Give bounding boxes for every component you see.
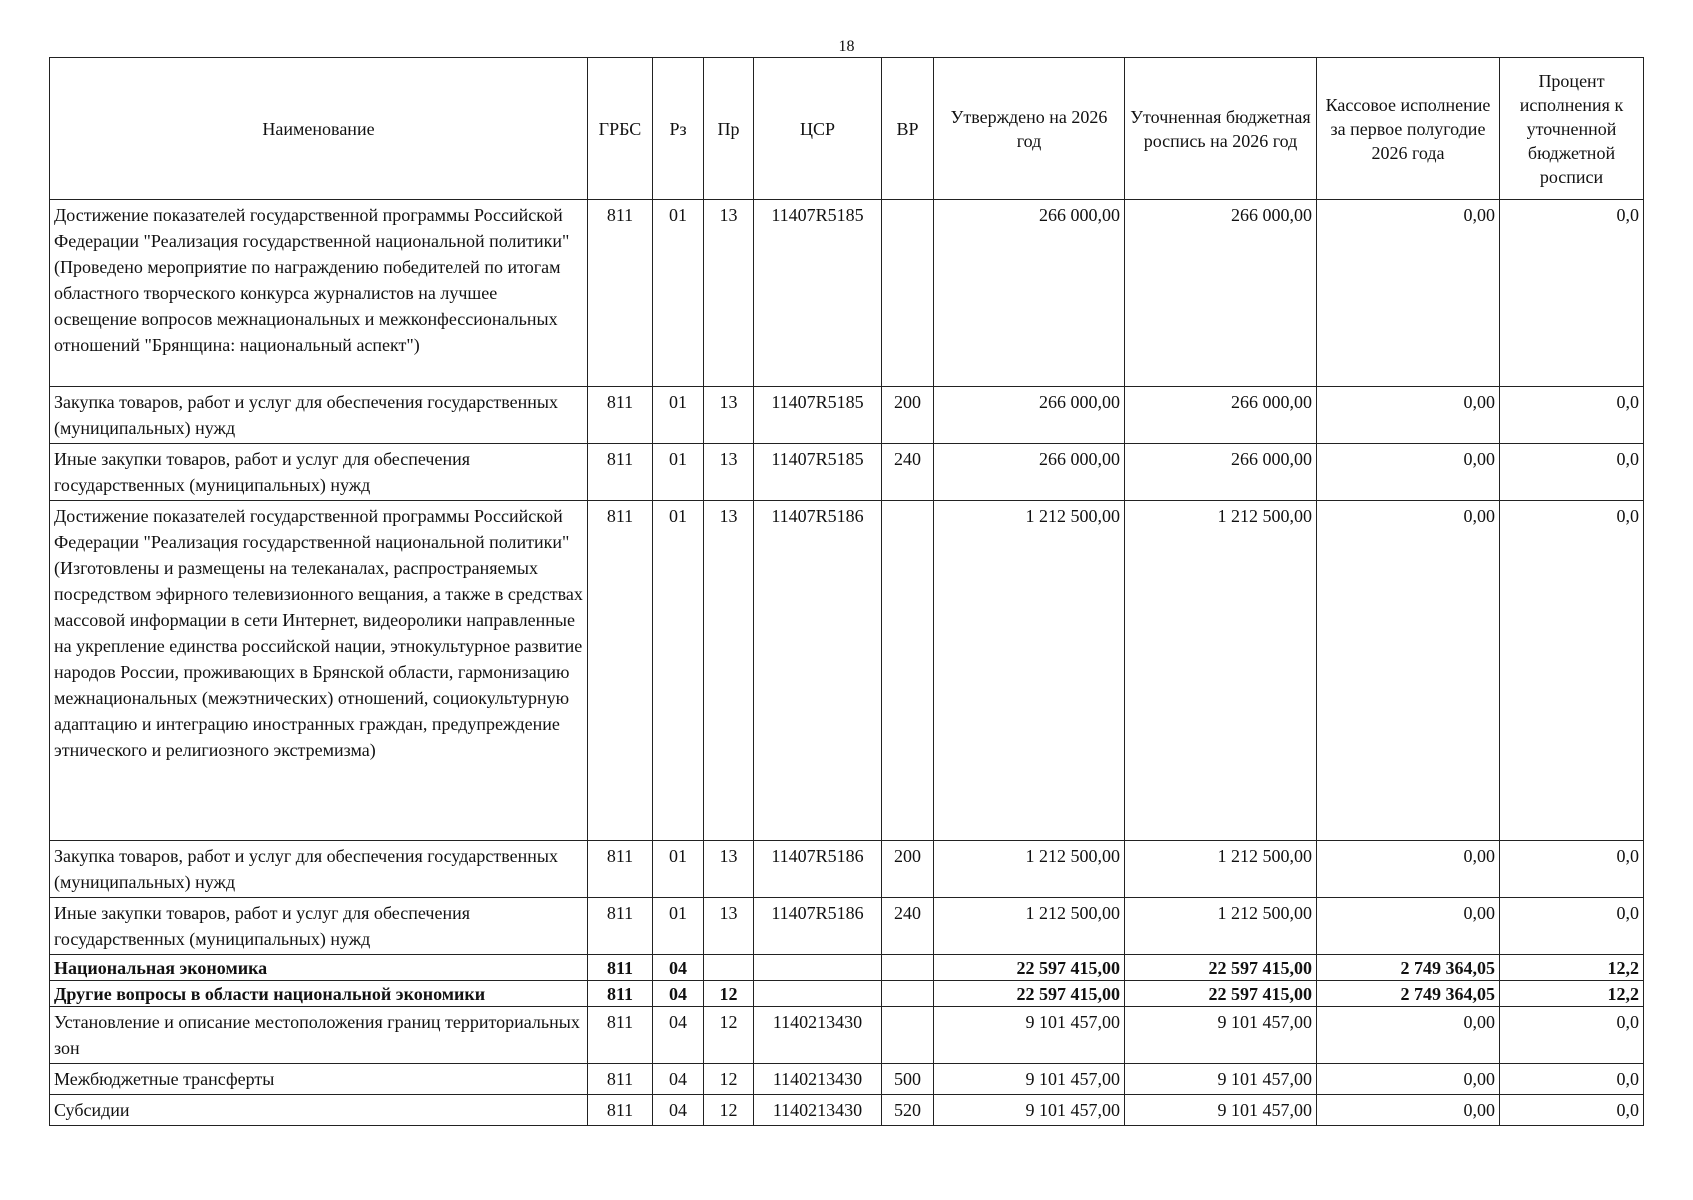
cell-refined: 1 212 500,00 (1125, 841, 1317, 898)
table-row (50, 981, 1644, 1007)
cell-name: Закупка товаров, работ и услуг для обеспечения государственных (муниципальных) нужд (50, 387, 588, 444)
cell-approved: 1 212 500,00 (934, 841, 1125, 898)
cell-pr: 12 (704, 1095, 754, 1126)
cell-pr (704, 955, 754, 981)
cell-rz: 01 (653, 387, 704, 444)
cell-cash: 0,00 (1317, 1007, 1500, 1064)
cell-cash: 0,00 (1317, 501, 1500, 841)
cell-cash: 0,00 (1317, 444, 1500, 501)
cell-vr: 200 (882, 387, 934, 444)
cell-grbs: 811 (588, 841, 653, 898)
cell-rz: 01 (653, 841, 704, 898)
cell-percent: 0,0 (1500, 1064, 1644, 1095)
table-row (50, 501, 1644, 841)
cell-grbs: 811 (588, 501, 653, 841)
cell-refined: 9 101 457,00 (1125, 1064, 1317, 1095)
cell-approved: 9 101 457,00 (934, 1095, 1125, 1126)
cell-percent: 0,0 (1500, 898, 1644, 955)
cell-csr (754, 981, 882, 1007)
table-row (50, 1095, 1644, 1126)
cell-grbs: 811 (588, 1095, 653, 1126)
cell-refined: 266 000,00 (1125, 200, 1317, 387)
cell-refined: 9 101 457,00 (1125, 1095, 1317, 1126)
cell-grbs: 811 (588, 981, 653, 1007)
cell-name: Закупка товаров, работ и услуг для обеспечения государственных (муниципальных) нужд (50, 841, 588, 898)
cell-vr: 200 (882, 841, 934, 898)
table-row (50, 1064, 1644, 1095)
header-approved: Утверждено на 2026 год (934, 58, 1125, 200)
cell-grbs: 811 (588, 1064, 653, 1095)
header-percent: Процент исполнения к уточненной бюджетной росписи (1500, 58, 1644, 200)
cell-cash: 2 749 364,05 (1317, 981, 1500, 1007)
cell-pr: 13 (704, 200, 754, 387)
cell-percent: 0,0 (1500, 1095, 1644, 1126)
cell-rz: 04 (653, 955, 704, 981)
table-row (50, 841, 1644, 898)
cell-pr: 13 (704, 841, 754, 898)
cell-approved: 22 597 415,00 (934, 955, 1125, 981)
header-pr: Пр (704, 58, 754, 200)
cell-name: Иные закупки товаров, работ и услуг для обеспечения государственных (муниципальных) нужд (50, 898, 588, 955)
cell-refined: 22 597 415,00 (1125, 981, 1317, 1007)
table-row (50, 1007, 1644, 1064)
cell-name: Межбюджетные трансферты (50, 1064, 588, 1095)
cell-cash: 0,00 (1317, 1095, 1500, 1126)
cell-percent: 0,0 (1500, 841, 1644, 898)
cell-refined: 1 212 500,00 (1125, 898, 1317, 955)
cell-pr: 13 (704, 501, 754, 841)
cell-rz: 01 (653, 200, 704, 387)
budget-table (49, 57, 1644, 1126)
header-cash: Кассовое исполнение за первое полугодие 2026 года (1317, 58, 1500, 200)
cell-pr: 12 (704, 1064, 754, 1095)
cell-approved: 266 000,00 (934, 200, 1125, 387)
cell-approved: 1 212 500,00 (934, 501, 1125, 841)
cell-percent: 0,0 (1500, 444, 1644, 501)
cell-name: Достижение показателей государственной программы Российской Федерации "Реализация государственной национальной политики" (Проведено мероприятие по награждению победителей по итогам областного творческого конкурса журналистов на лучшее освещение вопросов межнациональных и межконфессиональных отношений "Брянщина: национальный аспект") (50, 200, 588, 387)
cell-percent: 12,2 (1500, 955, 1644, 981)
cell-approved: 9 101 457,00 (934, 1064, 1125, 1095)
cell-vr: 520 (882, 1095, 934, 1126)
cell-name: Другие вопросы в области национальной экономики (50, 981, 588, 1007)
cell-vr (882, 981, 934, 1007)
cell-pr: 12 (704, 1007, 754, 1064)
cell-grbs: 811 (588, 387, 653, 444)
cell-cash: 0,00 (1317, 387, 1500, 444)
cell-csr: 11407R5185 (754, 387, 882, 444)
cell-grbs: 811 (588, 898, 653, 955)
cell-csr: 1140213430 (754, 1095, 882, 1126)
cell-refined: 9 101 457,00 (1125, 1007, 1317, 1064)
cell-rz: 01 (653, 444, 704, 501)
cell-rz: 01 (653, 501, 704, 841)
cell-csr: 1140213430 (754, 1064, 882, 1095)
cell-percent: 0,0 (1500, 501, 1644, 841)
cell-cash: 2 749 364,05 (1317, 955, 1500, 981)
header-name: Наименование (50, 58, 588, 200)
header-vr: ВР (882, 58, 934, 200)
cell-csr: 11407R5186 (754, 841, 882, 898)
cell-pr: 12 (704, 981, 754, 1007)
cell-grbs: 811 (588, 955, 653, 981)
cell-refined: 266 000,00 (1125, 444, 1317, 501)
cell-approved: 1 212 500,00 (934, 898, 1125, 955)
cell-csr: 1140213430 (754, 1007, 882, 1064)
cell-grbs: 811 (588, 444, 653, 501)
cell-name: Иные закупки товаров, работ и услуг для обеспечения государственных (муниципальных) нужд (50, 444, 588, 501)
cell-name: Субсидии (50, 1095, 588, 1126)
table-row (50, 898, 1644, 955)
cell-vr (882, 955, 934, 981)
table-row (50, 955, 1644, 981)
cell-approved: 22 597 415,00 (934, 981, 1125, 1007)
cell-vr (882, 1007, 934, 1064)
cell-cash: 0,00 (1317, 841, 1500, 898)
cell-vr: 240 (882, 898, 934, 955)
header-refined: Уточненная бюджетная роспись на 2026 год (1125, 58, 1317, 200)
cell-vr: 500 (882, 1064, 934, 1095)
cell-csr: 11407R5185 (754, 444, 882, 501)
cell-approved: 9 101 457,00 (934, 1007, 1125, 1064)
cell-cash: 0,00 (1317, 898, 1500, 955)
cell-vr (882, 200, 934, 387)
cell-percent: 0,0 (1500, 200, 1644, 387)
cell-grbs: 811 (588, 200, 653, 387)
cell-rz: 04 (653, 1095, 704, 1126)
cell-percent: 0,0 (1500, 1007, 1644, 1064)
cell-csr: 11407R5186 (754, 898, 882, 955)
cell-cash: 0,00 (1317, 200, 1500, 387)
cell-rz: 04 (653, 981, 704, 1007)
cell-name: Установление и описание местоположения границ территориальных зон (50, 1007, 588, 1064)
cell-pr: 13 (704, 444, 754, 501)
table-row (50, 444, 1644, 501)
cell-csr: 11407R5185 (754, 200, 882, 387)
cell-rz: 01 (653, 898, 704, 955)
cell-percent: 0,0 (1500, 387, 1644, 444)
cell-name: Национальная экономика (50, 955, 588, 981)
page-number: 18 (838, 38, 855, 55)
cell-refined: 1 212 500,00 (1125, 501, 1317, 841)
header-grbs: ГРБС (588, 58, 653, 200)
cell-approved: 266 000,00 (934, 444, 1125, 501)
cell-cash: 0,00 (1317, 1064, 1500, 1095)
cell-rz: 04 (653, 1007, 704, 1064)
cell-refined: 266 000,00 (1125, 387, 1317, 444)
cell-rz: 04 (653, 1064, 704, 1095)
cell-csr: 11407R5186 (754, 501, 882, 841)
cell-pr: 13 (704, 387, 754, 444)
cell-pr: 13 (704, 898, 754, 955)
cell-csr (754, 955, 882, 981)
cell-percent: 12,2 (1500, 981, 1644, 1007)
cell-vr: 240 (882, 444, 934, 501)
cell-name: Достижение показателей государственной программы Российской Федерации "Реализация государственной национальной политики" (Изготовлены и размещены на телеканалах, распространяемых посредством эфирного телевизионного вещания, а также в средствах массовой информации в сети Интернет, видеоролики направленные на укрепление единства российской нации, этнокультурное развитие народов России, проживающих в Брянской области, гармонизацию межнациональных (межэтнических) отношений, социокультурную адаптацию и интеграцию иностранных граждан, предупреждение этнического и религиозного экстремизма) (50, 501, 588, 841)
header-csr: ЦСР (754, 58, 882, 200)
cell-approved: 266 000,00 (934, 387, 1125, 444)
cell-grbs: 811 (588, 1007, 653, 1064)
cell-refined: 22 597 415,00 (1125, 955, 1317, 981)
cell-vr (882, 501, 934, 841)
header-rz: Рз (653, 58, 704, 200)
table-row (50, 200, 1644, 387)
table-row (50, 387, 1644, 444)
header-row (50, 58, 1644, 200)
